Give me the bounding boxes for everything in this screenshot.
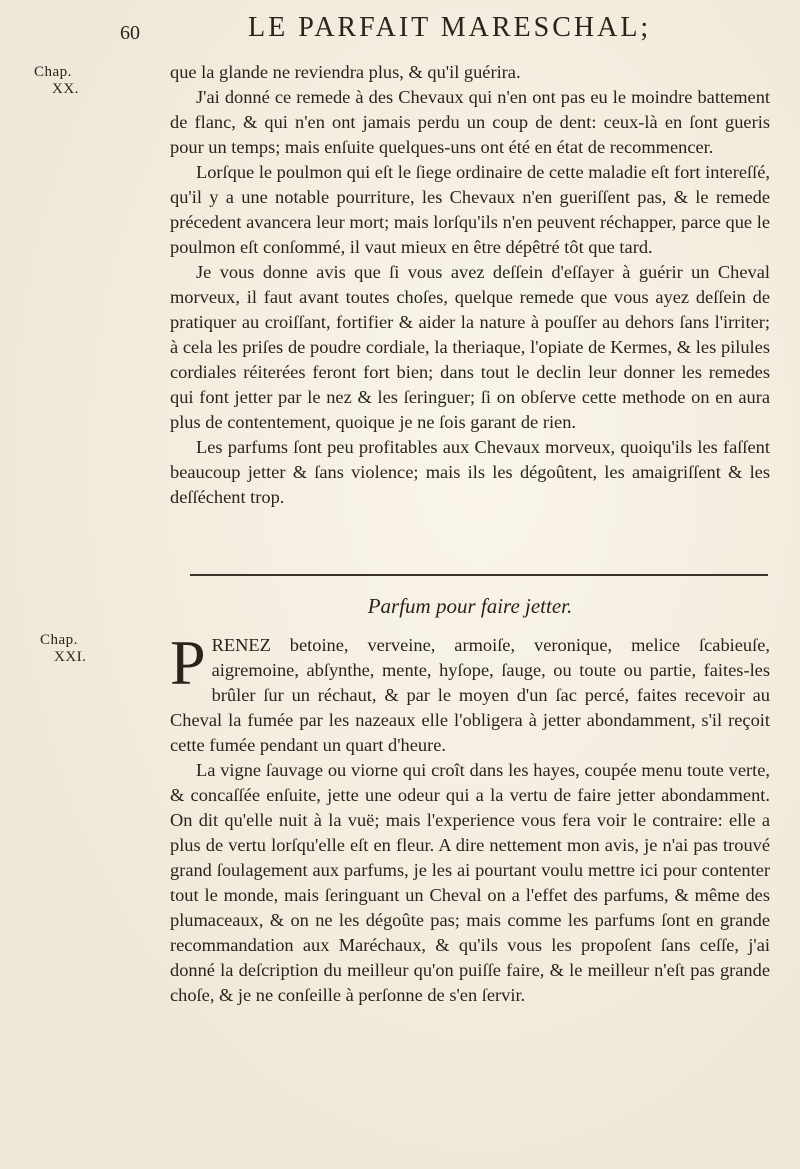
paragraph-with-dropcap (170, 627, 770, 758)
drop-cap-letter: P (170, 627, 206, 698)
paragraph: Lorſque le poulmon qui eſt le ſiege ordinaire de cette maladie eſt fort intereſſé, qu'il y a une notable pourriture, les Chevaux n'en gueriſſent pas, & le remede précedent avancera leur mort; mais lorſqu'ils n'en peuvent réchapper, parce que le poulmon eſt conſommé, il vaut mieux en être dépêtré tôt que tard. (170, 162, 770, 257)
page-number: 60 (120, 22, 140, 44)
margin-chap-number: XX. (52, 81, 79, 97)
margin-chap-label: Chap. (34, 64, 72, 80)
section-body (170, 627, 770, 1008)
main-text-top (170, 60, 770, 510)
paragraph: La vigne ſauvage ou viorne qui croît dans les hayes, coupée menu toute verte, & concaſſée enſuite, jette une odeur qui a la vertu de faire jetter abondamment. On dit qu'elle nuit à la vuë; mais l'experience vous fera voir le contraire: elle a plus de vertu lorſqu'elle eſt en fleur. A dire nettement mon avis, je n'ai pas trouvé grand ſoulagement aux parfums, je les ai pourtant voulu mettre ici pour contenter tout le monde, mais ſeringuant un Cheval on a l'effet des parfums, & même des plumaceaux, & on ne les dégoûte pas; mais comme les parfums ſont en grande recommandation aux Maréchaux, & qu'ils vous les propoſent ſans ceſſe, j'ai donné la deſcription du meilleur qu'on puiſſe faire, & le meilleur n'eſt pas grande choſe, & je ne conſeille à perſonne de s'en ſervir. (170, 760, 770, 1005)
first-paragraph-text: RENEZ betoine, verveine, armoiſe, veronique, melice ſcabieuſe, aigremoine, abſynthe, mente, hyſope, ſauge, ou toute ou partie, faites-les brûler ſur un réchaut, & par le moyen d'un ſac percé, faites recevoir au Cheval la fumée par les nazeaux elle l'obligera à jetter abondamment, s'il reçoit cette fumée pendant un quart d'heure. (170, 635, 770, 755)
margin-chap-number: XXI. (54, 649, 87, 665)
paragraph: Les parfums ſont peu profitables aux Chevaux morveux, quoiqu'ils les faſſent beaucoup jetter & ſans violence; mais ils les dégoûtent, les amaigriſſent & les deſſéchent trop. (170, 437, 770, 507)
paragraph: Je vous donne avis que ſi vous avez deſſein d'eſſayer à guérir un Cheval morveux, il faut avant toutes choſes, quelque remede que vous ayez deſſein de pratiquer au croiſſant, fortifier & aider la nature à pouſſer au dehors ſans l'irriter; à cela les priſes de poudre cordiale, la theriaque, l'opiate de Kermes, & les pilules cordiales réiterées feront fort bien; dans tout le declin leur donner les remedes qui font jetter par le nez & les ſeringuer; ſi on obſerve cette methode on en aura plus de contentement, quoique je ne ſois garant de rien. (170, 262, 770, 432)
running-title: LE PARFAIT MARESCHAL; (248, 12, 652, 43)
section-title: Parfum pour faire jetter. (367, 594, 573, 618)
paragraph: J'ai donné ce remede à des Chevaux qui n'en ont pas eu le moindre battement de flanc, & qui n'en ont jamais perdu un coup de dent: ceux-là en ſont gueris pour un temps; mais enſuite quelques-uns ont été en état de recommencer. (170, 87, 770, 157)
margin-note-chapter-bottom (40, 632, 86, 666)
paragraph: que la glande ne reviendra plus, & qu'il guérira. (170, 62, 521, 82)
margin-note-chapter-top (34, 64, 79, 98)
running-head (118, 12, 758, 52)
section-divider-rule (190, 574, 768, 576)
margin-chap-label: Chap. (40, 632, 78, 648)
